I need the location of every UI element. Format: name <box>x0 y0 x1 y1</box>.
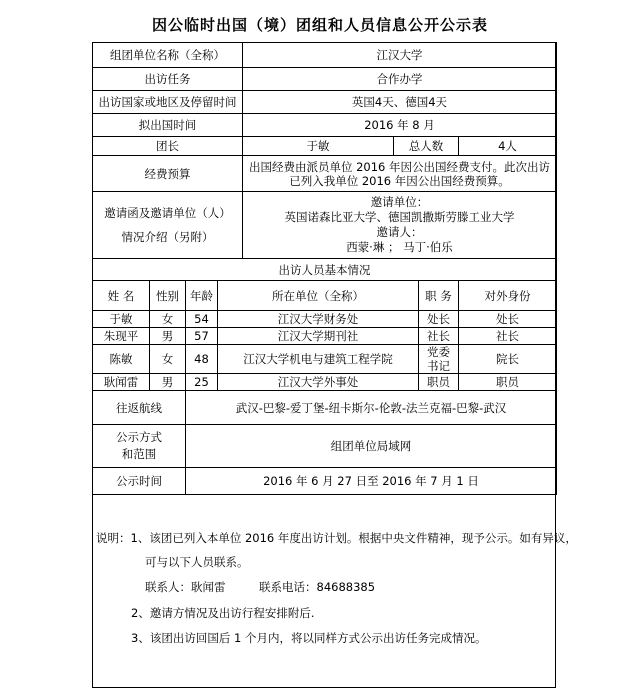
publicity-scope-label-line1: 公示方式 <box>116 430 162 444</box>
org-label: 组团单位名称（全称） <box>93 43 243 68</box>
route-row <box>93 391 557 425</box>
countries-label: 出访国家或地区及停留时间 <box>93 91 243 114</box>
info-table <box>92 42 557 495</box>
note-contact: 联系人：耿闻雷 <box>145 580 226 594</box>
task-value: 合作办学 <box>243 68 557 91</box>
leader-value: 于敏 <box>243 137 394 156</box>
member-title: 党委书记 <box>419 345 459 374</box>
org-value: 江汉大学 <box>243 43 557 68</box>
org-row <box>93 43 557 68</box>
column-header: 年龄 <box>186 281 218 311</box>
table-row <box>93 328 557 345</box>
columns-row <box>93 281 557 311</box>
member-unit: 江汉大学外事处 <box>218 374 419 391</box>
page-title: 因公临时出国（境）团组和人员信息公开公示表 <box>151 16 488 34</box>
members-header: 出访人员基本情况 <box>93 259 557 281</box>
member-unit: 江汉大学财务处 <box>218 311 419 328</box>
route-label: 往返航线 <box>93 391 186 425</box>
invite-row <box>93 192 557 259</box>
member-age: 57 <box>186 328 218 345</box>
member-unit: 江汉大学期刊社 <box>218 328 419 345</box>
member-name: 于敏 <box>93 311 150 328</box>
table-row <box>93 345 557 374</box>
column-header: 对外身份 <box>459 281 557 311</box>
note-line-4: 3、该团出访回国后 1 个月内，将以同样方式公示出访任务完成情况。 <box>131 631 487 645</box>
member-name: 朱现平 <box>93 328 150 345</box>
invite-unit-value: 英国诺森比亚大学、德国凯撒斯劳滕工业大学 <box>284 210 515 224</box>
member-title: 处长 <box>419 311 459 328</box>
task-row <box>93 68 557 91</box>
member-role: 社长 <box>459 328 557 345</box>
invite-label: 邀请函及邀请单位（人）情况介绍（另附） <box>93 192 243 259</box>
member-gender: 女 <box>150 345 186 374</box>
publicity-time-value: 2016 年 6 月 27 日至 2016 年 7 月 1 日 <box>186 468 557 495</box>
note-line-2: 可与以下人员联系。 <box>145 555 249 569</box>
countries-row <box>93 91 557 114</box>
members-header-row <box>93 259 557 281</box>
publicity-scope-label <box>93 425 186 468</box>
member-role: 院长 <box>459 345 557 374</box>
depart-label: 拟出国时间 <box>93 114 243 137</box>
member-role: 职员 <box>459 374 557 391</box>
member-role: 处长 <box>459 311 557 328</box>
member-age: 48 <box>186 345 218 374</box>
publicity-time-row <box>93 468 557 495</box>
leader-row <box>93 137 557 156</box>
column-header: 所在单位（全称） <box>218 281 419 311</box>
member-unit: 江汉大学机电与建筑工程学院 <box>218 345 419 374</box>
task-label: 出访任务 <box>93 68 243 91</box>
member-age: 54 <box>186 311 218 328</box>
budget-label: 经费预算 <box>93 156 243 192</box>
leader-label: 团长 <box>93 137 243 156</box>
budget-value: 出国经费由派员单位 2016 年因公出国经费支付。此次出访已列入我单位 2016 年因公出国经费预算。 <box>243 156 557 192</box>
column-header: 姓 名 <box>93 281 150 311</box>
member-title: 社长 <box>419 328 459 345</box>
invite-person-value: 西蒙·琳 ； 马丁·伯乐 <box>346 240 453 254</box>
table-row <box>93 311 557 328</box>
budget-row <box>93 156 557 192</box>
note-line-1: 说明：1、该团已列入本单位 2016 年度出访计划。根据中央文件精神，现予公示。如有异议， <box>96 531 577 545</box>
publicity-scope-label-line2: 和范围 <box>121 447 157 461</box>
member-title: 职员 <box>419 374 459 391</box>
note-phone: 联系电话：84688385 <box>259 580 376 594</box>
column-header: 性别 <box>150 281 186 311</box>
table-row <box>93 374 557 391</box>
publicity-scope-row <box>93 425 557 468</box>
member-gender: 男 <box>150 328 186 345</box>
publicity-time-label: 公示时间 <box>93 468 186 495</box>
member-name: 耿闻雷 <box>93 374 150 391</box>
column-header: 职 务 <box>419 281 459 311</box>
count-value: 4人 <box>459 137 557 156</box>
count-label: 总人数 <box>394 137 459 156</box>
member-age: 25 <box>186 374 218 391</box>
publicity-scope-value: 组团单位局域网 <box>186 425 557 468</box>
depart-row <box>93 114 557 137</box>
note-line-3: 2、邀请方情况及出访行程安排附后. <box>131 606 315 620</box>
invite-person-label: 邀请人： <box>376 225 423 239</box>
member-gender: 男 <box>150 374 186 391</box>
member-gender: 女 <box>150 311 186 328</box>
depart-value: 2016 年 8 月 <box>243 114 557 137</box>
countries-value: 英国4天、德国4天 <box>243 91 557 114</box>
invite-value <box>243 192 557 259</box>
member-name: 陈敏 <box>93 345 150 374</box>
invite-unit-label: 邀请单位： <box>370 195 429 209</box>
route-value: 武汉-巴黎-爱丁堡-纽卡斯尔-伦敦-法兰克福-巴黎-武汉 <box>186 391 557 425</box>
